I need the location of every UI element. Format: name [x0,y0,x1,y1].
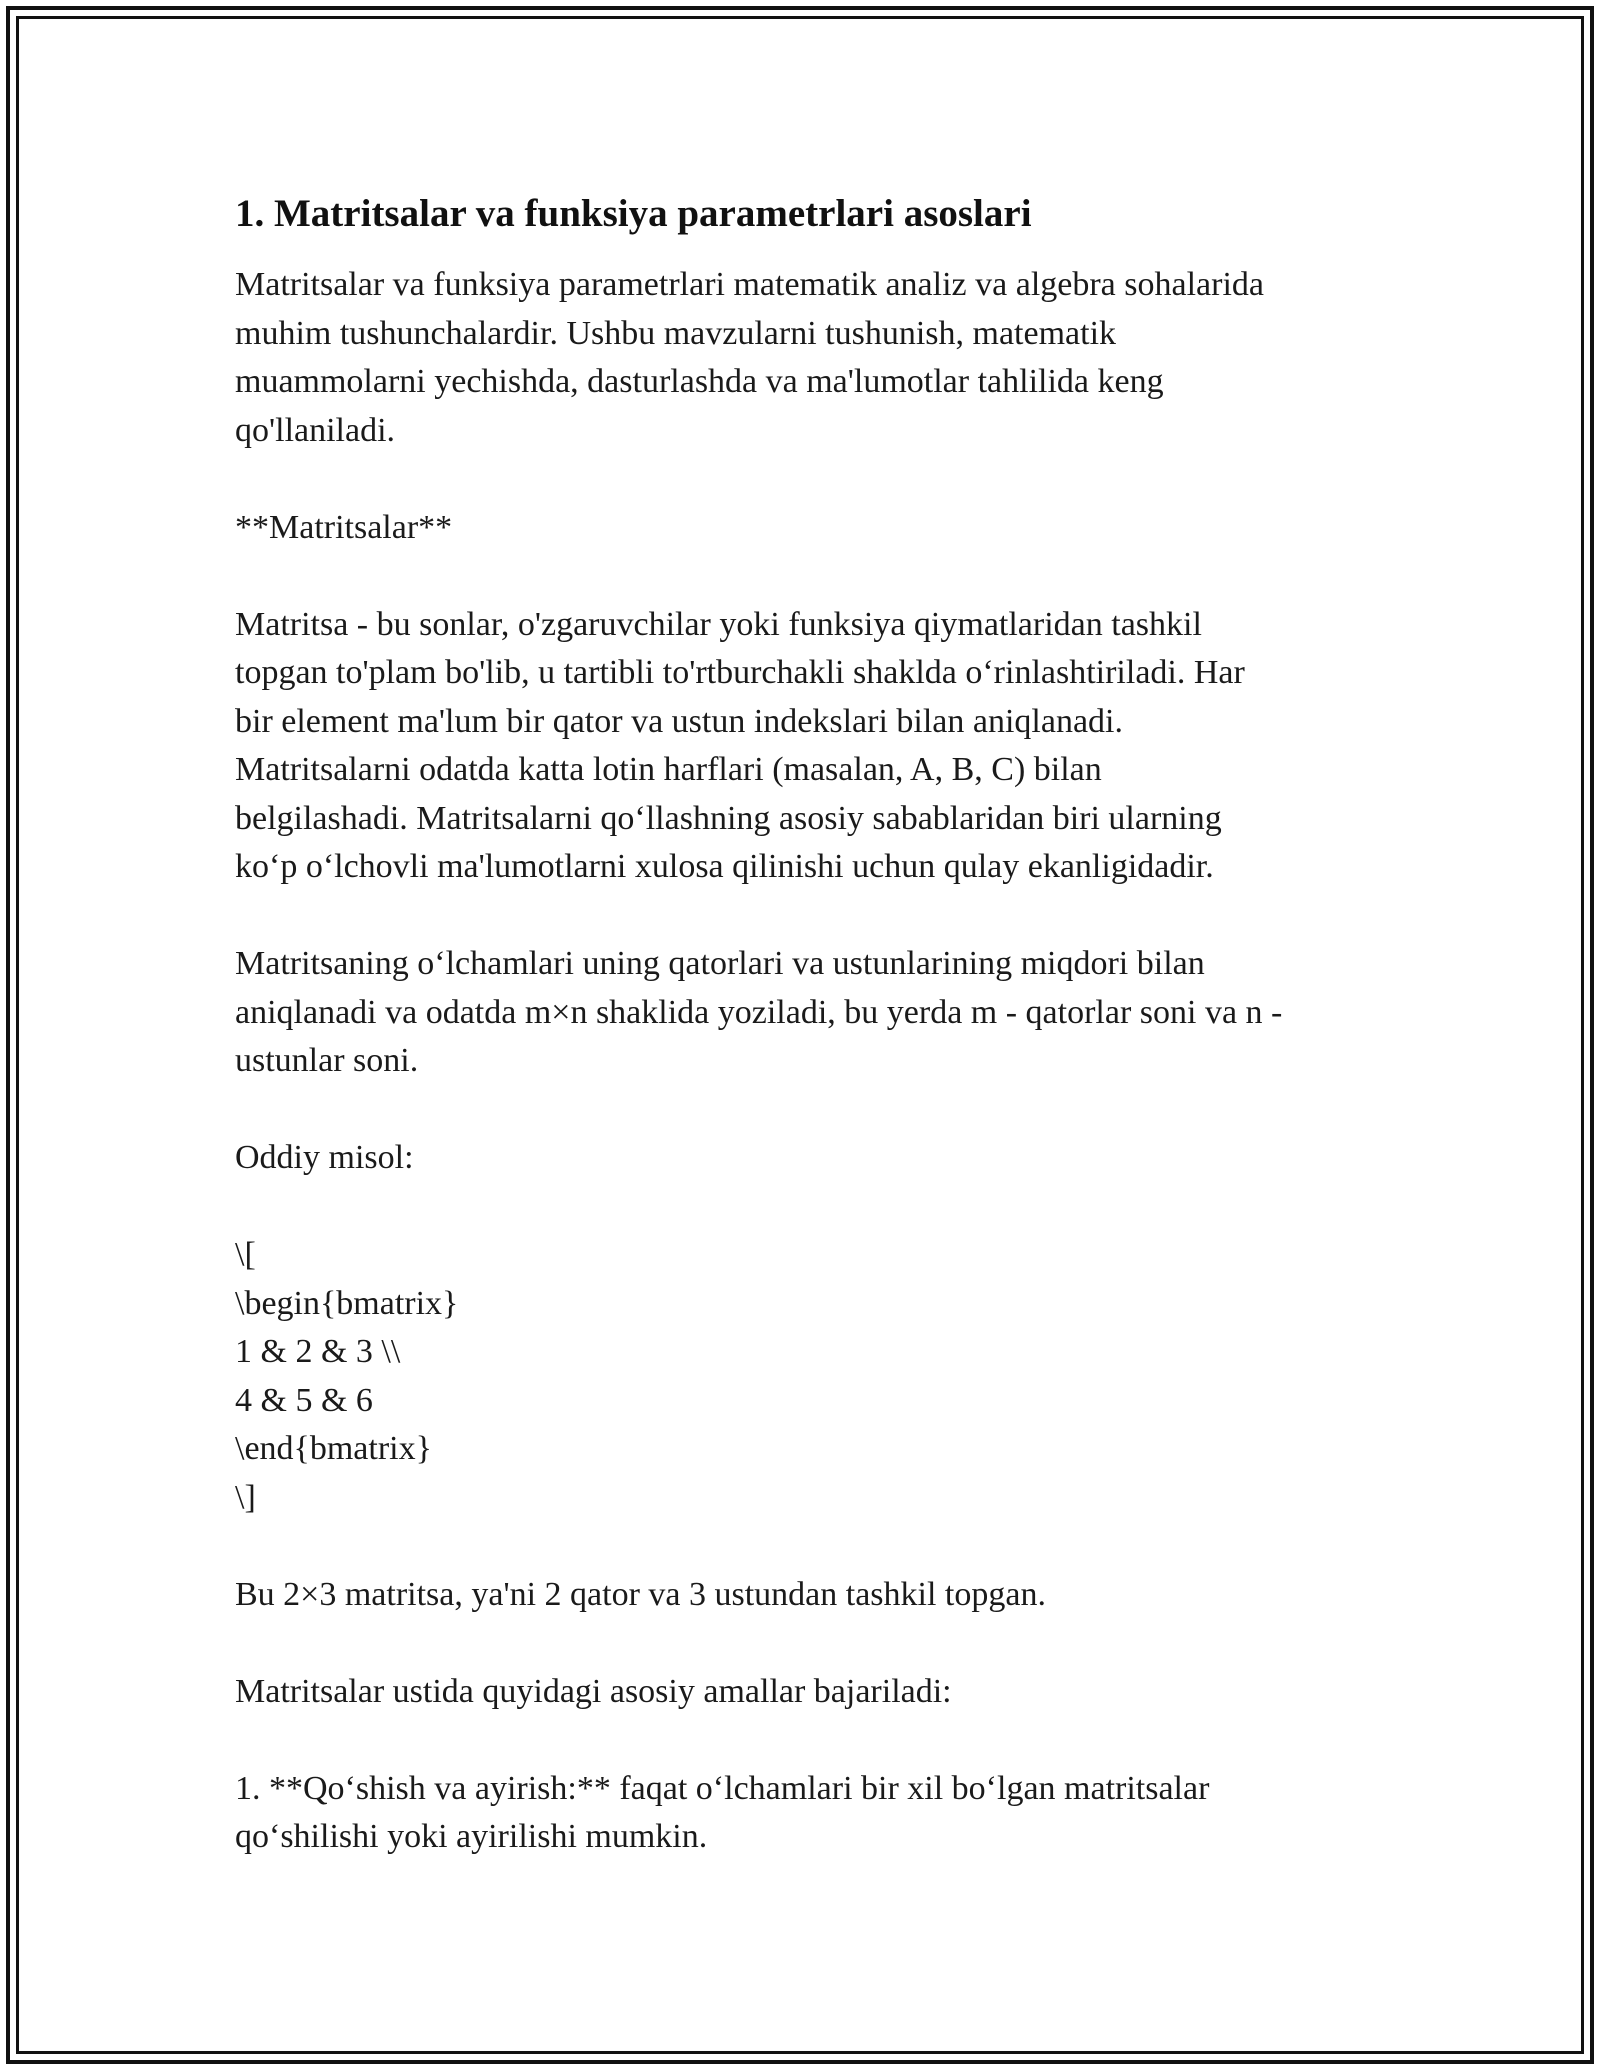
spacer [235,455,1365,504]
latex-matrix-block: \[ \begin{bmatrix} 1 & 2 & 3 \\ 4 & 5 & 6 \end{bmatrix} \] [235,1236,459,1516]
spacer [235,1522,1365,1571]
intro-paragraph: Matritsalar va funksiya parametrlari matematik analiz va algebra sohalarida muhim tushunchalardir. Ushbu mavzularni tushunish, matematik muammolarni yechishda, dasturlashda va ma'lumotlar tahlilida keng qo'llaniladi. [235,266,1264,449]
example-label: Oddiy misol: [235,1139,414,1176]
spacer [235,1716,1365,1765]
operation-item-1: 1. **Qo‘shish va ayirish:** faqat o‘lchamlari bir xil bo‘lgan matritsalar qo‘shilishi yoki ayirilishi mumkin. [235,1769,1210,1855]
spacer [235,892,1365,941]
dimensions-paragraph: Matritsaning o‘lchamlari uning qatorlari va ustunlarining miqdori bilan aniqlanadi va odatda m×n shaklida yoziladi, bu yerda m - qatorlar soni va n - ustunlar soni. [235,945,1283,1079]
definition-paragraph: Matritsa - bu sonlar, o'zgaruvchilar yoki funksiya qiymatlaridan tashkil topgan to'plam bo'lib, u tartibli to'rtburchakli shaklda o‘rinlashtiriladi. Har bir element ma'lum bir qator va ustun indekslari bilan aniqlanadi. Matritsalarni odatda katta lotin harflari (masalan, A, B, C) bilan belgilashadi. Matritsalarni qo‘llashning asosiy sabablaridan biri ularning ko‘p o‘lchovli ma'lumotlarni xulosa qilinishi uchun qulay ekanligidadir. [235,605,1245,885]
document-body [235,186,1365,1862]
subheading-matritsalar: **Matritsalar** [235,508,453,546]
spacer [235,1183,1365,1232]
matrix-explanation: Bu 2×3 matritsa, ya'ni 2 qator va 3 ustundan tashkil topgan. [235,1575,1046,1613]
section-heading: 1. Matritsalar va funksiya parametrlari asoslari [235,192,1032,235]
spacer [235,1619,1365,1668]
operations-intro: Matritsalar ustida quyidagi asosiy amallar bajariladi: [235,1672,952,1710]
spacer [235,242,1365,261]
spacer [235,552,1365,601]
spacer [235,1086,1365,1135]
